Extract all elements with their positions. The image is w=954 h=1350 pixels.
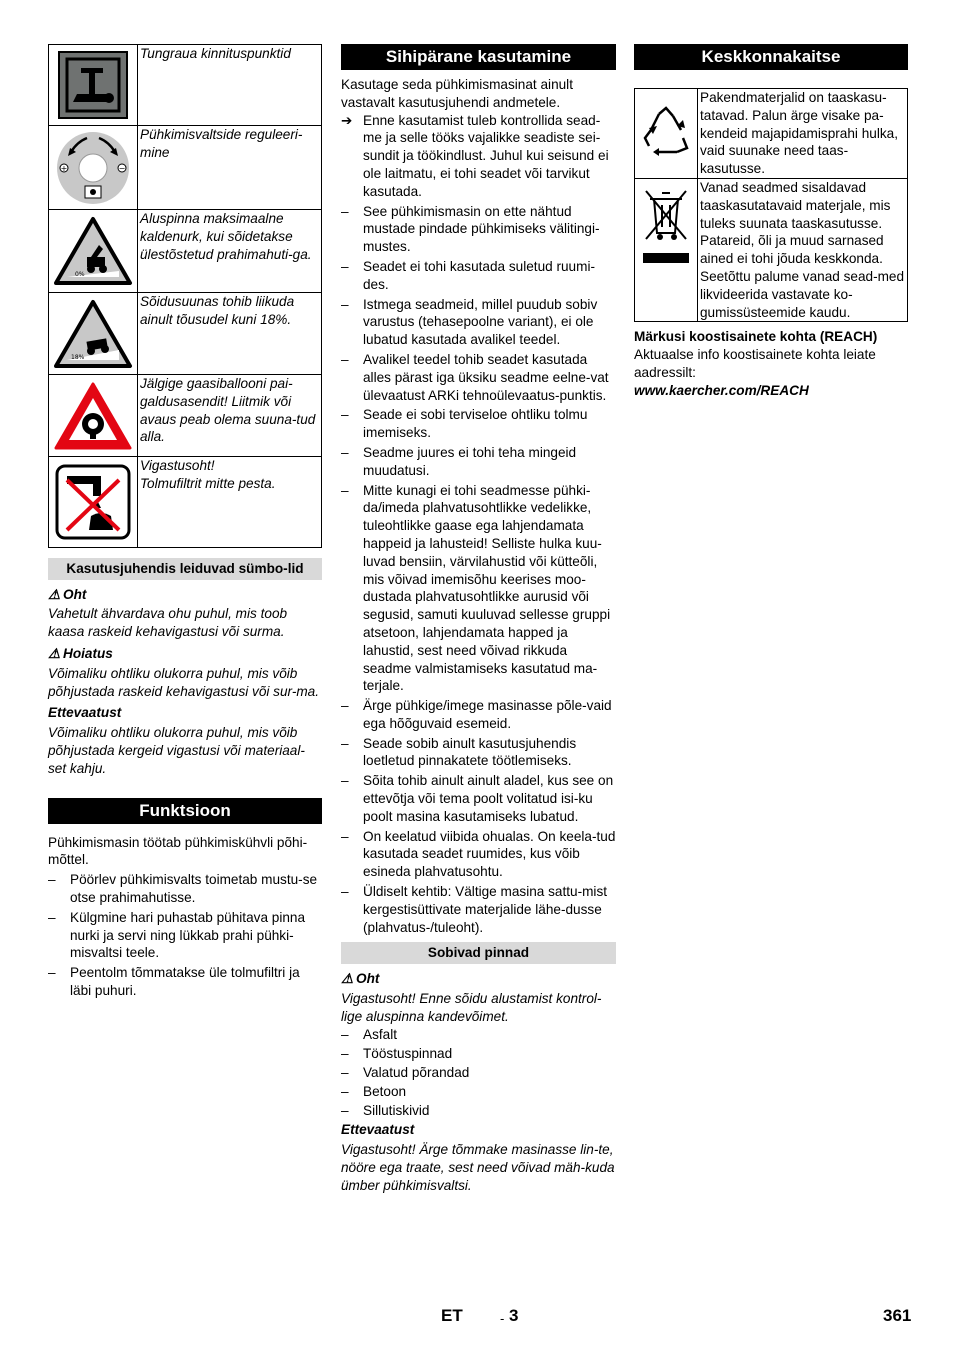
list-item: – Mitte kunagi ei tohi seadmesse pühki-da/imeda plahvatusohtlikke vedelikke, tuleohtlikke gaase ega lahjendamata happeid ja lahusteid! Selliste hulka kuu-luvad bensiin, värvilahustid või kütteõli, mis võivad imemisõhu keerises moo-dustada plahvatusohtlikke aurusid või segusid, samuti kuuluvad sellesse gruppi atsetoon, lahjendamata happed ja lahustid, sest need võivad rikkuda seadme valmistamiseks kasutatud ma-terjale. (341, 482, 616, 696)
svg-text:−: − (118, 163, 126, 173)
list-item: – Seadet ei tohi kasutada suletud ruumi-des. (341, 258, 616, 294)
reach-text: Aktuaalse info koostisainete kohta leiate aadressilt: (634, 347, 876, 380)
danger-label: ⚠ Oht (48, 586, 87, 602)
caution-label: Ettevaatust (341, 1122, 415, 1138)
no-washing-filter-icon (55, 464, 131, 540)
sweeping-roller-adjust-icon (55, 130, 131, 206)
symbol-text: Tungraua kinnituspunktid (138, 45, 322, 126)
footer-page-number: 361 (883, 1306, 912, 1325)
list-item: – Seade sobib ainult kasutusjuhendis loetletud pinnakatete töötlemiseks. (341, 735, 616, 771)
symbol-text: Vigastusoht! Tolmufiltrit mitte pesta. (138, 457, 322, 548)
slope-warning-18-icon (53, 298, 133, 370)
column-middle (341, 44, 616, 1195)
warning-triangle-icon: ⚠ (48, 645, 61, 661)
function-intro: Pühkimismasin töötab pühkimiskühvli põhi-mõttel. (48, 834, 308, 868)
symbol-row (49, 375, 322, 457)
intended-use-intro: Kasutage seda pühkimismasinat ainult vastavalt kasutusjuhendi andmetele. (341, 77, 573, 110)
caution-text: Vigastusoht! Ärge tõmmake masinasse lin-te, nööre ega traate, sest need võivad mäh-kuda ümber pühkimisvaltsi. (341, 1142, 615, 1193)
symbol-row (49, 293, 322, 375)
arrow-list (341, 112, 616, 201)
footer-page-local: 3 (509, 1306, 519, 1325)
symbols-heading: Kasutusjuhendis leiduvad sümbo-lid (48, 558, 322, 580)
list-item: – Seade ei sobi terviseloe ohtliku tolmu imemiseks. (341, 406, 616, 442)
environment-text: Pakendmaterjalid on taaskasu-tatavad. Palun ärge visake pa-kendeid majapidamisprahi hulka, vaid suunake need taas-kasutusse. (698, 89, 908, 179)
intended-use-list (341, 203, 616, 937)
intended-use-heading: Sihipärane kasutamine (341, 44, 616, 70)
symbol-row (49, 45, 322, 126)
reach-link[interactable]: www.kaercher.com/REACH (634, 382, 809, 398)
symbol-text: Aluspinna maksimaalne kaldenurk, kui sõidetakse ülestõstetud prahimahuti-ga. (138, 210, 322, 293)
list-item: – Sõita tohib ainult ainult aladel, kus see on ettevõtja või tema poolt volitatud isi-ku poolt masina kasutamiseks lubatud. (341, 772, 616, 825)
list-item: – Valatud põrandad (341, 1064, 616, 1082)
svg-text:0%: 0% (75, 271, 85, 278)
list-item: – Sillutiskivid (341, 1102, 616, 1120)
footer-separator: - (500, 1311, 505, 1326)
symbols-table (48, 44, 322, 548)
column-left (48, 44, 322, 1000)
gas-cylinder-warning-icon (53, 380, 133, 452)
lifting-jack-points-icon (57, 50, 129, 120)
crossed-bin-icon (640, 185, 692, 265)
environment-row (635, 178, 908, 321)
environment-table (634, 88, 908, 322)
svg-text:+: + (60, 163, 68, 173)
symbol-text: Jälgige gaasiballooni pai-galdusasendit! Liitmik või avaus peab olema suuna-tud alla. (138, 375, 322, 457)
list-item: – Üldiselt kehtib: Vältige masina sattu-mist kergestisüttivate materjalide lähe-dusse (plahvatus-/tuleoht). (341, 883, 616, 936)
symbol-row (49, 210, 322, 293)
list-item: – See pühkimismasin on ette nähtud mustade pindade pühkimiseks välitingi-mustes. (341, 203, 616, 256)
list-item: ➔ Enne kasutamist tuleb kontrollida sead-me ja selle tööks vajalikke seadiste sei-sundit ja töökindlust. Juhul kui seisund ei ole laitmatu, ei tohi seadet või tarvikut kasutada. (341, 112, 616, 201)
warning-label: ⚠ Hoiatus (48, 645, 113, 661)
symbol-row (49, 126, 322, 210)
reach-heading: Märkusi koostisainete kohta (REACH) (634, 329, 878, 345)
list-item: – On keelatud viibida ohualas. On keela-tud kasutada seadet ruumides, kus võib esineda plahvatusohtu. (341, 828, 616, 881)
list-item: – Betoon (341, 1083, 616, 1101)
danger-label: ⚠ Oht (341, 971, 380, 987)
list-item: – Avalikel teedel tohib seadet kasutada alles pärast iga üksiku seadme eelne-vat ülevaatust ARKi tehnoülevaatus-punktis. (341, 351, 616, 404)
symbol-text: Sõidusuunas tohib liikuda ainult tõusudel kuni 18%. (138, 293, 322, 375)
slope-warning-0-icon (53, 215, 133, 287)
environment-heading: Keskkonnakaitse (634, 44, 908, 70)
list-item: – Ärge pühkige/imege masinasse põle-vaid ega hõõguvaid esemeid. (341, 697, 616, 733)
warning-triangle-icon: ⚠ (341, 971, 354, 987)
caution-text: Võimaliku ohtliku olukorra puhul, mis võib põhjustada kergeid vigastusi või materiaal-set kahju. (48, 725, 305, 776)
list-item: – Tööstuspinnad (341, 1045, 616, 1063)
svg-text:18%: 18% (71, 353, 85, 361)
danger-text: Vigastusoht! Enne sõidu alustamist kontrol-lige aluspinna kandevõimet. (341, 990, 602, 1024)
list-item: – Pöörlev pühkimisvalts toimetab mustu-se otse prahimahutisse. (48, 871, 322, 907)
recycling-icon (639, 104, 693, 162)
footer-language: ET (441, 1306, 463, 1325)
list-item: – Peentolm tõmmatakse üle tolmufiltri ja läbi puhuri. (48, 964, 322, 1000)
list-item: – Asfalt (341, 1026, 616, 1044)
function-heading: Funktsioon (48, 798, 322, 824)
list-item: – Külgmine hari puhastab pühitava pinna nurki ja servi ning lükkab prahi pühki-misvaltsi teele. (48, 909, 322, 962)
column-right (634, 44, 908, 400)
surfaces-list (341, 1026, 616, 1119)
caution-label: Ettevaatust (48, 705, 122, 721)
environment-text: Vanad seadmed sisaldavad taaskasutatavaid materjale, mis tuleks suunata taaskasutusse. Patareid, õli ja muud sarnased ained ei tohi jõuda keskkonda. Seetõttu palume vanad sead-med likvideerida vastavate ko-gumissüsteemide kaudu. (698, 178, 908, 321)
environment-row (635, 89, 908, 179)
list-item: – Istmega seadmeid, millel puudub sobiv varustus (tehasepoolne variant), ei ole lubatud kasutada avalikel teedel. (341, 296, 616, 349)
function-list (48, 871, 322, 1000)
surfaces-heading: Sobivad pinnad (341, 942, 616, 964)
danger-text: Vahetult ähvardava ohu puhul, mis toob kaasa raskeid kehavigastusi või surma. (48, 606, 288, 640)
symbol-row (49, 457, 322, 548)
warning-text: Võimaliku ohtliku olukorra puhul, mis võib põhjustada raskeid kehavigastusi või sur-ma. (48, 665, 320, 699)
warning-triangle-icon: ⚠ (48, 586, 61, 602)
list-item: – Seadme juures ei tohi teha mingeid muudatusi. (341, 444, 616, 480)
symbol-text: Pühkimisvaltside reguleeri-mine (138, 126, 322, 210)
